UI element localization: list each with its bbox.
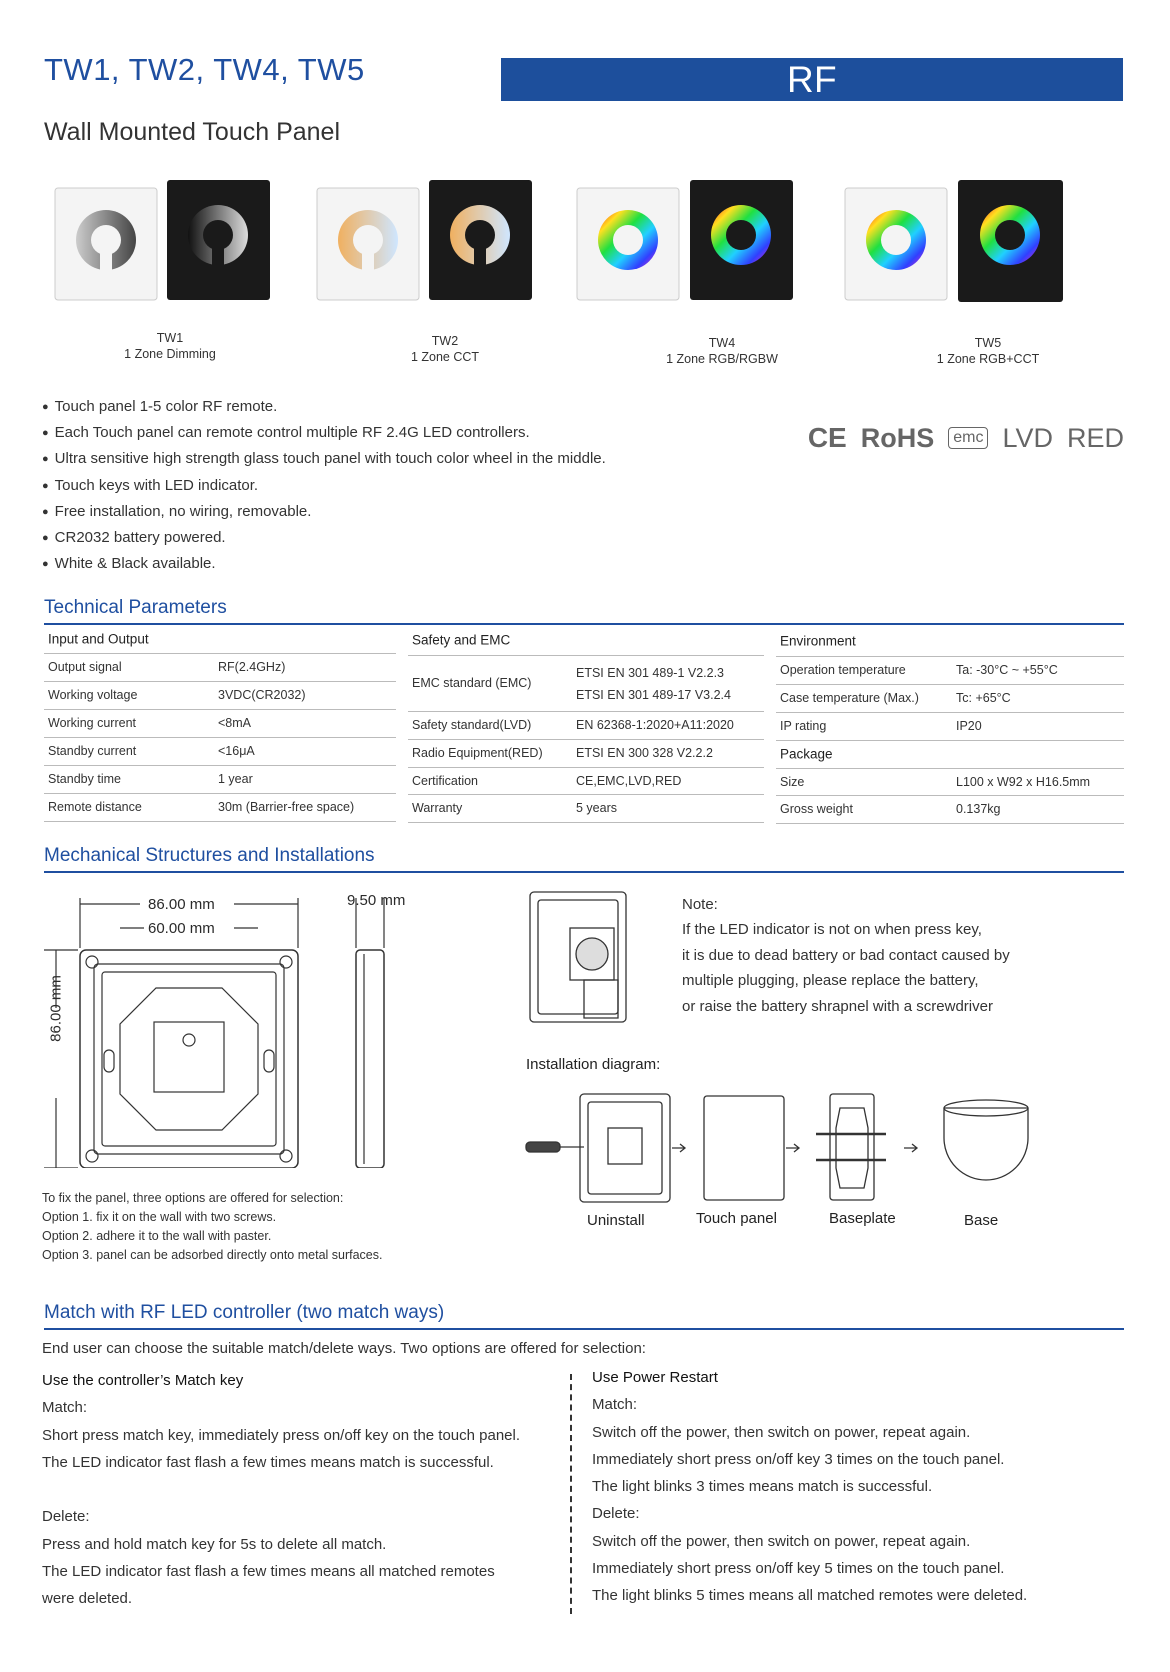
match-intro: End user can choose the suitable match/delete ways. Two options are offered for selection:	[42, 1340, 646, 1357]
install-label-baseplate: Baseplate	[829, 1210, 896, 1227]
table-row: EMC standard (EMC) ETSI EN 301 489-1 V2.2.3 ETSI EN 301 489-17 V3.2.4	[408, 655, 764, 712]
feature-item: ● Free installation, no wiring, removable.	[42, 499, 606, 525]
table-heading: Input and Output	[48, 631, 149, 647]
feature-item: ● Each Touch panel can remote control multiple RF 2.4G LED controllers.	[42, 420, 606, 446]
match-right-column: Use Power Restart Match: Switch off the power, then switch on power, repeat again. Immediately short press on/off key 3 times on the touch panel. The light blinks 3 times means match is successful. Delete: Switch off the power, then switch on power, repeat again. Immediately short press on/off key 5 times on the touch panel. The light blinks 5 times means all matched remotes were deleted.	[592, 1364, 1027, 1610]
table-row: Working current <8mA	[44, 709, 396, 738]
table-row: Output signal RF(2.4GHz)	[44, 653, 396, 682]
table-row: Gross weight 0.137kg	[776, 795, 1124, 824]
table-row: IP rating IP20	[776, 712, 1124, 741]
table-row: Warranty 5 years	[408, 794, 764, 823]
tech-params-title: Technical Parameters	[44, 597, 227, 618]
table-row: Size L100 x W92 x H16.5mm	[776, 768, 1124, 796]
install-label-uninstall: Uninstall	[587, 1212, 645, 1229]
column-divider	[570, 1374, 572, 1614]
battery-illustration	[526, 888, 646, 1028]
feature-item: ● CR2032 battery powered.	[42, 525, 606, 551]
emc-logo: emc	[948, 427, 988, 449]
table-row: Safety standard(LVD) EN 62368-1:2020+A11:2020	[408, 711, 764, 740]
table-row: Standby current <16μA	[44, 737, 396, 766]
feature-list	[42, 394, 606, 577]
red-logo: RED	[1066, 422, 1124, 453]
rohs-logo: RoHS	[860, 422, 935, 453]
feature-item: ● Touch keys with LED indicator.	[42, 473, 606, 499]
table-row: Remote distance 30m (Barrier-free space)	[44, 793, 396, 822]
feature-item: ● Ultra sensitive high strength glass touch panel with touch color wheel in the middle.	[42, 446, 606, 472]
match-rule	[44, 1328, 1124, 1330]
installation-diagram	[524, 1088, 1034, 1208]
page-subtitle: Wall Mounted Touch Panel	[44, 118, 341, 146]
match-title: Match with RF LED controller (two match ways)	[44, 1302, 445, 1323]
install-label-touch-panel: Touch panel	[696, 1210, 777, 1227]
install-label-base: Base	[964, 1212, 999, 1229]
mech-title: Mechanical Structures and Installations	[44, 845, 375, 866]
install-title: Installation diagram:	[526, 1056, 661, 1073]
tw2-images	[317, 180, 532, 300]
table-row: Working voltage 3VDC(CR2032)	[44, 681, 396, 710]
table-row: Standby time 1 year	[44, 765, 396, 794]
dimension-drawing	[44, 888, 444, 1168]
table-heading: Package	[780, 746, 833, 762]
page-title: TW1, TW2, TW4, TW5	[44, 52, 365, 87]
tw5-images	[845, 180, 1063, 302]
certification-logos	[808, 422, 1124, 454]
tw1-images	[55, 180, 270, 300]
product-caption-tw5: TW5 1 Zone RGB+CCT	[936, 336, 1040, 366]
table-heading: Safety and EMC	[412, 632, 511, 648]
product-images	[40, 180, 1130, 315]
product-caption-tw2: TW2 1 Zone CCT	[410, 334, 480, 364]
product-caption-tw4: TW4 1 Zone RGB/RGBW	[666, 336, 778, 366]
table-row: Radio Equipment(RED) ETSI EN 300 328 V2.2.2	[408, 739, 764, 768]
feature-item: ● Touch panel 1-5 color RF remote.	[42, 394, 606, 420]
match-left-column: Use the controller’s Match key Match: Short press match key, immediately press on/off key on the touch panel. The LED indicator fast flash a few times means match is successful. Delete: Press and hold match key for 5s to delete all match. The LED indicator fast flash a few times means all matched remotes were deleted.	[42, 1367, 520, 1613]
product-caption-tw1: TW1 1 Zone Dimming	[124, 331, 216, 361]
feature-item: ● White & Black available.	[42, 551, 606, 577]
table-row: Certification CE,EMC,LVD,RED	[408, 767, 764, 795]
match-right-heading: Use Power Restart	[592, 1369, 718, 1386]
tw4-images	[577, 180, 793, 300]
dim-inner-label: 60.00 mm	[148, 920, 215, 937]
dim-height-label: 86.00 mm	[47, 975, 65, 1042]
match-left-heading: Use the controller’s Match key	[42, 1372, 244, 1389]
ce-logo: CE	[807, 422, 847, 453]
product-banner: RF DIM/CCT/RGB/RGBW/RGB+CCT	[501, 58, 1123, 101]
note-text: If the LED indicator is not on when press key, it is due to dead battery or bad contact caused by multiple plugging, please replace the battery, or raise the battery shrapnel with a screwdriver	[682, 921, 1010, 1015]
table-row: Operation temperature Ta: -30°C ~ +55°C	[776, 656, 1124, 685]
dim-width-label: 86.00 mm	[148, 896, 215, 913]
fix-instructions: To fix the panel, three options are offered for selection: Option 1. fix it on the wall with two screws. Option 2. adhere it to the wall with paster. Option 3. panel can be adsorbed directly onto metal surfaces.	[42, 1191, 383, 1262]
table-heading: Environment	[780, 633, 856, 648]
dim-depth-label: 9.50 mm	[347, 892, 406, 909]
table-row: Case temperature (Max.) Tc: +65°C	[776, 684, 1124, 713]
mech-rule	[44, 871, 1124, 873]
note-title: Note:	[682, 896, 718, 913]
lvd-logo: LVD	[1002, 422, 1053, 453]
